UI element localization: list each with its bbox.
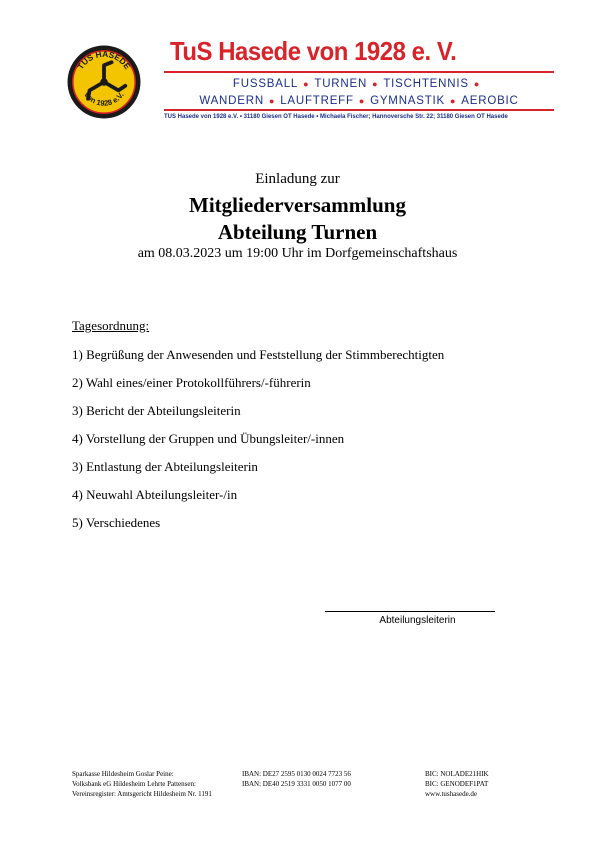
- footer-iban-column: [242, 769, 351, 789]
- footer-text: IBAN: DE40 2519 3331 0050 1077 00: [242, 780, 351, 788]
- footer-text: IBAN: DE27 2595 0130 0024 7723 56: [242, 770, 351, 778]
- meeting-date-line: am 08.03.2023 um 19:00 Uhr im Dorfgemeinschaftshaus: [137, 246, 458, 261]
- club-name: TuS Hasede von 1928 e. V.: [170, 36, 457, 66]
- agenda-item: 3) Entlastung der Abteilungsleiterin: [72, 459, 258, 474]
- bullet-dot: ●: [268, 96, 276, 106]
- bullet-dot: ●: [303, 79, 310, 89]
- agenda-item: 4) Neuwahl Abteilungsleiter-/in: [72, 487, 238, 502]
- signature-label: Abteilungsleiterin: [379, 615, 456, 626]
- agenda-item: 5) Verschiedenes: [72, 515, 161, 530]
- agenda-item: 4) Vorstellung der Gruppen und Übungsleiter/-innen: [72, 431, 345, 446]
- footer-text: Volksbank eG Hildesheim Lehrte Pattensen:: [72, 780, 196, 788]
- bullet-dot: ●: [450, 96, 457, 106]
- footer-bank-column: [72, 769, 212, 799]
- invitation-title-line1: Mitgliederversammlung: [189, 193, 406, 217]
- footer-text: Sparkasse Hildesheim Goslar Peine:: [72, 770, 174, 778]
- sport-label: TISCHTENNIS: [383, 78, 469, 90]
- invitation-intro: Einladung zur: [255, 171, 340, 187]
- sports-line-2: [164, 95, 554, 107]
- invitation-title-line2: Abteilung Turnen: [217, 220, 378, 244]
- sports-line-1: [164, 78, 554, 90]
- logo-top-text: TUS HASEDE: [75, 48, 133, 72]
- footer-bic-column: [425, 769, 489, 799]
- sport-label: GYMNASTIK: [370, 95, 446, 107]
- footer-text: Vereinsregister: Amtsgericht Hildesheim Nr. 1191: [72, 790, 212, 798]
- footer-text: BIC: NOLADE21HIK: [425, 770, 489, 778]
- sport-label: TURNEN: [314, 78, 368, 90]
- agenda-item: 3) Bericht der Abteilungsleiterin: [72, 403, 241, 418]
- header-divider-top: [164, 71, 554, 73]
- club-address: TUS Hasede von 1928 e.V. • 31180 Giesen OT Hasede • Michaela Fischer; Hannoversche Str. 22; 31180 Giesen OT Hasede: [164, 114, 508, 120]
- bullet-dot: ●: [372, 79, 379, 89]
- header-divider-bottom: [164, 109, 554, 111]
- sport-label: LAUFTREFF: [280, 95, 354, 107]
- footer-website-link[interactable]: www.tushasede.de: [425, 790, 478, 798]
- signature-line: [325, 611, 495, 612]
- sport-label: FUSSBALL: [232, 78, 299, 90]
- sport-label: AEROBIC: [461, 95, 519, 107]
- agenda-item: 1) Begrüßung der Anwesenden und Feststellung der Stimmberechtigten: [72, 347, 445, 362]
- agenda-heading: Tagesordnung:: [72, 318, 150, 333]
- bullet-dot: ●: [473, 79, 481, 89]
- logo-bottom-text: von 1928 e.V.: [82, 90, 126, 108]
- sport-label: WANDERN: [199, 95, 264, 107]
- club-logo: [66, 44, 142, 120]
- agenda-item: 2) Wahl eines/einer Protokollführers/-führerin: [72, 375, 311, 390]
- footer-text: BIC: GENODEF1PAT: [425, 780, 489, 788]
- bullet-dot: ●: [358, 96, 366, 106]
